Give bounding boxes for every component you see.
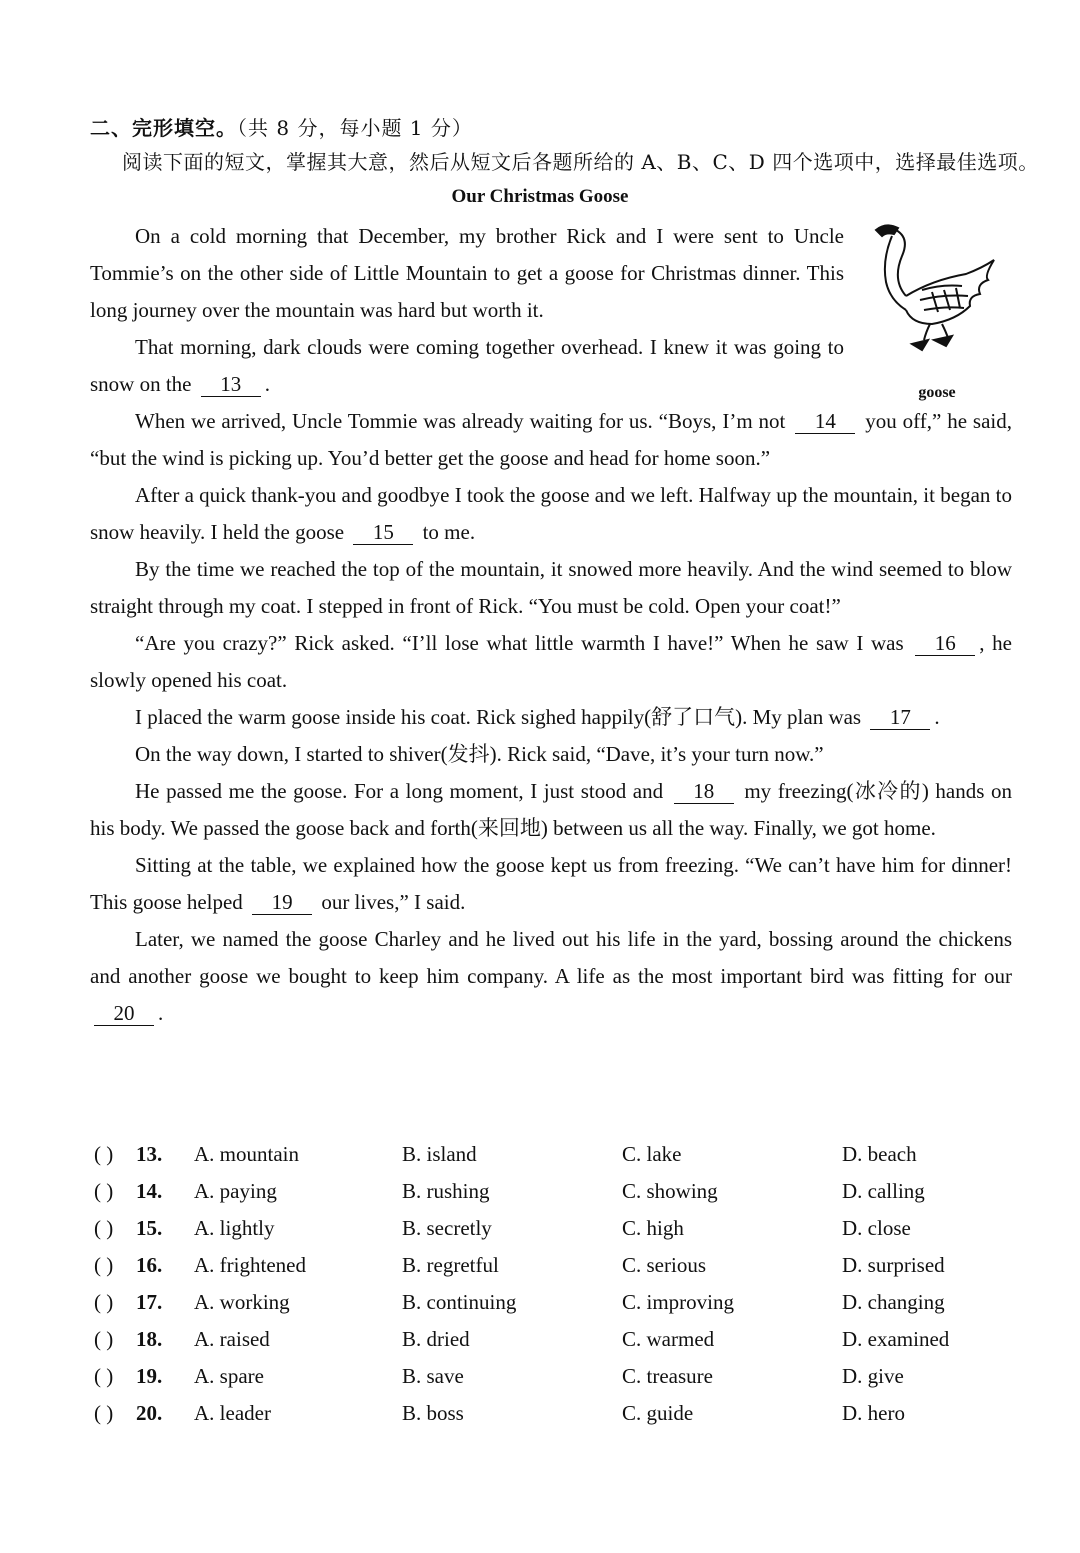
question-number: 15. xyxy=(136,1216,163,1240)
blank-15: 15 xyxy=(353,520,413,545)
paragraph-5: By the time we reached the top of the mountain, it snowed more heavily. And the wind seemed to blow straight through my coat. I stepped in front of Rick. “You must be cold. Open your coat!” xyxy=(90,557,1012,618)
option-a: A. raised xyxy=(194,1327,270,1351)
option-d: D. give xyxy=(842,1364,904,1388)
blank-14: 14 xyxy=(795,409,855,434)
answer-bracket[interactable]: ( ) xyxy=(94,1401,114,1425)
paragraph-7: I placed the warm goose inside his coat. Rick sighed happily(舒了口气). My plan was 17 . xyxy=(135,705,940,729)
answer-bracket[interactable]: ( ) xyxy=(94,1364,114,1388)
question-row xyxy=(90,1401,1030,1438)
answer-bracket[interactable]: ( ) xyxy=(94,1216,114,1240)
article-body xyxy=(90,218,1012,1032)
answer-bracket[interactable]: ( ) xyxy=(94,1327,114,1351)
option-c: C. warmed xyxy=(622,1327,715,1351)
article-title: Our Christmas Goose xyxy=(451,186,629,207)
option-b: B. dried xyxy=(402,1327,470,1351)
option-b: B. continuing xyxy=(402,1290,517,1314)
option-d: D. changing xyxy=(842,1290,945,1314)
option-c: C. showing xyxy=(622,1179,718,1203)
option-a: A. spare xyxy=(194,1364,264,1388)
paragraph-9: He passed me the goose. For a long moment, I just stood and 18 my freezing(冰冷的) hands on his body. We passed the goose back and forth(来回地) between us all the way. Finally, we got home. xyxy=(90,779,1013,840)
option-a: A. working xyxy=(194,1290,290,1314)
option-d: D. examined xyxy=(842,1327,950,1351)
blank-17: 17 xyxy=(870,705,930,730)
question-number: 16. xyxy=(136,1253,163,1277)
paragraph-3: When we arrived, Uncle Tommie was already waiting for us. “Boys, I’m not 14 you off,” he said, “but the wind is picking up. You’d better get the goose and head for home soon.” xyxy=(90,409,1013,470)
question-number: 17. xyxy=(136,1290,163,1314)
option-a: A. leader xyxy=(194,1401,271,1425)
goose-icon xyxy=(872,220,1002,370)
answer-bracket[interactable]: ( ) xyxy=(94,1142,114,1166)
blank-19: 19 xyxy=(252,890,312,915)
option-d: D. close xyxy=(842,1216,911,1240)
question-row xyxy=(90,1364,1030,1401)
answer-bracket[interactable]: ( ) xyxy=(94,1179,114,1203)
question-options xyxy=(90,1142,1030,1438)
option-b: B. save xyxy=(402,1364,464,1388)
blank-16: 16 xyxy=(915,631,975,656)
question-row xyxy=(90,1327,1030,1364)
option-d: D. beach xyxy=(842,1142,917,1166)
goose-illustration xyxy=(862,220,1012,400)
question-number: 20. xyxy=(136,1401,163,1425)
paragraph-10: Sitting at the table, we explained how the goose kept us from freezing. “We can’t have him for dinner! This goose helped 19 our lives,” I said. xyxy=(90,853,1012,914)
question-number: 18. xyxy=(136,1327,163,1351)
option-a: A. paying xyxy=(194,1179,277,1203)
option-b: B. rushing xyxy=(402,1179,490,1203)
paragraph-11: Later, we named the goose Charley and he lived out his life in the yard, bossing around the chickens and another goose we bought to keep him company. A life as the most important bird was fitting for our 20 . xyxy=(90,927,1012,1025)
question-row xyxy=(90,1290,1030,1327)
section-heading xyxy=(90,112,473,141)
paragraph-8: On the way down, I started to shiver(发抖). Rick said, “Dave, it’s your turn now.” xyxy=(135,742,824,766)
option-c: C. high xyxy=(622,1216,684,1240)
question-row xyxy=(90,1179,1030,1216)
option-a: A. lightly xyxy=(194,1216,275,1240)
option-b: B. boss xyxy=(402,1401,464,1425)
blank-18: 18 xyxy=(674,779,734,804)
option-c: C. guide xyxy=(622,1401,694,1425)
option-d: D. calling xyxy=(842,1179,925,1203)
instructions: 阅读下面的短文，掌握其大意，然后从短文后各题所给的 A、B、C、D 四个选项中，选择最佳选项。 xyxy=(122,150,1039,174)
blank-13: 13 xyxy=(201,372,261,397)
answer-bracket[interactable]: ( ) xyxy=(94,1253,114,1277)
question-row xyxy=(90,1253,1030,1290)
paragraph-2: That morning, dark clouds were coming together overhead. I knew it was going to snow on the 13 . xyxy=(90,335,844,396)
option-d: D. hero xyxy=(842,1401,905,1425)
paragraph-6: “Are you crazy?” Rick asked. “I’ll lose what little warmth I have!” When he saw I was 16 , he slowly opened his coat. xyxy=(90,631,1013,692)
question-number: 14. xyxy=(136,1179,163,1203)
option-b: B. regretful xyxy=(402,1253,499,1277)
section-heading-text: 二、完形填空。 xyxy=(90,116,237,140)
option-c: C. improving xyxy=(622,1290,735,1314)
option-b: B. island xyxy=(402,1142,477,1166)
goose-caption: goose xyxy=(918,384,956,401)
option-c: C. lake xyxy=(622,1142,682,1166)
option-b: B. secretly xyxy=(402,1216,492,1240)
paragraph-1: On a cold morning that December, my brother Rick and I were sent to Uncle Tommie’s on the other side of Little Mountain to get a goose for Christmas dinner. This long journey over the mountain was hard but worth it. xyxy=(90,224,844,322)
paragraph-4: After a quick thank-you and goodbye I took the goose and we left. Halfway up the mountain, it began to snow heavily. I held the goose 15 to me. xyxy=(90,483,1012,544)
option-c: C. treasure xyxy=(622,1364,713,1388)
option-a: A. mountain xyxy=(194,1142,299,1166)
question-row xyxy=(90,1216,1030,1253)
question-row xyxy=(90,1142,1030,1179)
blank-20: 20 xyxy=(94,1001,154,1026)
answer-bracket[interactable]: ( ) xyxy=(94,1290,114,1314)
question-number: 13. xyxy=(136,1142,163,1166)
option-c: C. serious xyxy=(622,1253,706,1277)
score-note: （共 8 分，每小题 1 分） xyxy=(237,116,473,140)
option-a: A. frightened xyxy=(194,1253,306,1277)
option-d: D. surprised xyxy=(842,1253,945,1277)
question-number: 19. xyxy=(136,1364,163,1388)
